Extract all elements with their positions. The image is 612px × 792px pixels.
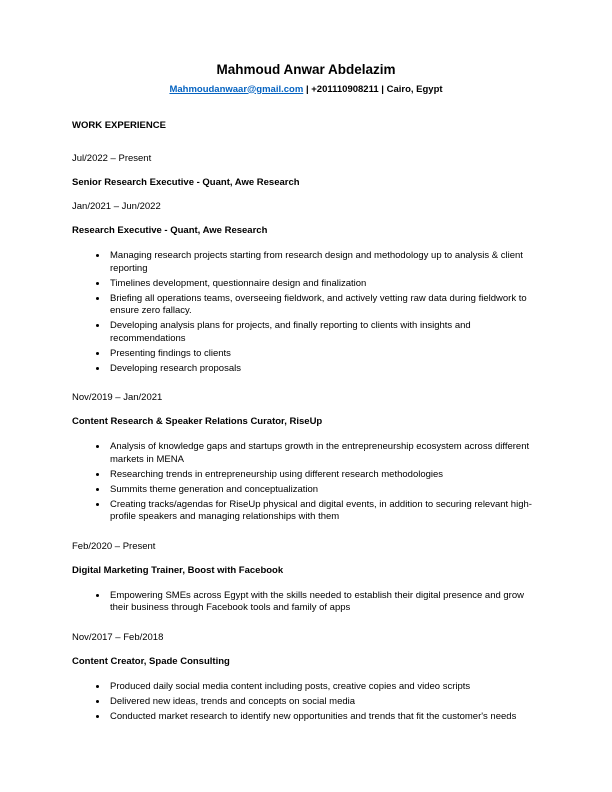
email-link[interactable]: Mahmoudanwaar@gmail.com bbox=[169, 83, 304, 95]
section-heading-work-experience: WORK EXPERIENCE bbox=[72, 120, 166, 132]
bullet-item: • Researching trends in entrepreneurship using different research methodologies bbox=[108, 469, 540, 482]
job-entry-digital-marketing-trainer bbox=[72, 542, 540, 615]
contact-separator: | bbox=[305, 83, 309, 95]
bullet-item: • Timelines development, questionnaire design and finalization bbox=[108, 278, 540, 291]
bullet-item: • Delivered new ideas, trends and concepts on social media bbox=[108, 696, 540, 709]
job-bullet-list bbox=[72, 250, 540, 375]
job-dates: Feb/2020 – Present bbox=[72, 540, 156, 552]
job-dates: Nov/2019 – Jan/2021 bbox=[72, 392, 163, 404]
job-bullet-list bbox=[72, 590, 540, 615]
job-title: Content Research & Speaker Relations Curator, RiseUp bbox=[72, 416, 323, 428]
contact-line bbox=[72, 85, 540, 96]
bullet-item: • Managing research projects starting from research design and methodology up to analysis & client reporting bbox=[108, 250, 540, 275]
bullet-item: • Creating tracks/agendas for RiseUp physical and digital events, in addition to securing relevant high-profile speakers and managing relationships with them bbox=[108, 499, 540, 524]
job-entry-senior-research-executive bbox=[72, 154, 540, 189]
job-entry-content-research-curator bbox=[72, 393, 540, 524]
job-bullet-list bbox=[72, 441, 540, 524]
phone-number: +201110908211 bbox=[311, 83, 379, 95]
job-entry-research-executive bbox=[72, 202, 540, 375]
job-dates: Nov/2017 – Feb/2018 bbox=[72, 631, 164, 643]
job-bullet-list bbox=[72, 681, 540, 724]
job-title: Senior Research Executive - Quant, Awe Research bbox=[72, 177, 300, 189]
job-title: Digital Marketing Trainer, Boost with Facebook bbox=[72, 564, 284, 576]
job-dates: Jul/2022 – Present bbox=[72, 153, 152, 165]
job-title: Research Executive - Quant, Awe Research bbox=[72, 225, 268, 237]
bullet-item: • Summits theme generation and conceptualization bbox=[108, 484, 540, 497]
job-title: Content Creator, Spade Consulting bbox=[72, 655, 230, 667]
resume-name: Mahmoud Anwar Abdelazim bbox=[216, 62, 396, 77]
bullet-item: • Developing analysis plans for projects, and finally reporting to clients with insights and recommendations bbox=[108, 320, 540, 345]
location-text: Cairo, Egypt bbox=[386, 83, 443, 95]
bullet-item: • Conducted market research to identify new opportunities and trends that fit the customer's needs bbox=[108, 711, 540, 724]
job-entry-content-creator bbox=[72, 633, 540, 723]
bullet-item: • Analysis of knowledge gaps and startups growth in the entrepreneurship ecosystem across different markets in MENA bbox=[108, 441, 540, 466]
bullet-item: • Produced daily social media content including posts, creative copies and video scripts bbox=[108, 681, 540, 694]
contact-separator: | bbox=[381, 83, 384, 95]
job-dates: Jan/2021 – Jun/2022 bbox=[72, 201, 161, 213]
bullet-item: • Presenting findings to clients bbox=[108, 348, 540, 361]
bullet-item: • Briefing all operations teams, overseeing fieldwork, and actively vetting raw data during fieldwork to ensure zero fallacy. bbox=[108, 293, 540, 318]
bullet-item: • Empowering SMEs across Egypt with the skills needed to establish their digital presence and grow their business through Facebook tools and family of apps bbox=[108, 590, 540, 615]
bullet-item: • Developing research proposals bbox=[108, 363, 540, 376]
